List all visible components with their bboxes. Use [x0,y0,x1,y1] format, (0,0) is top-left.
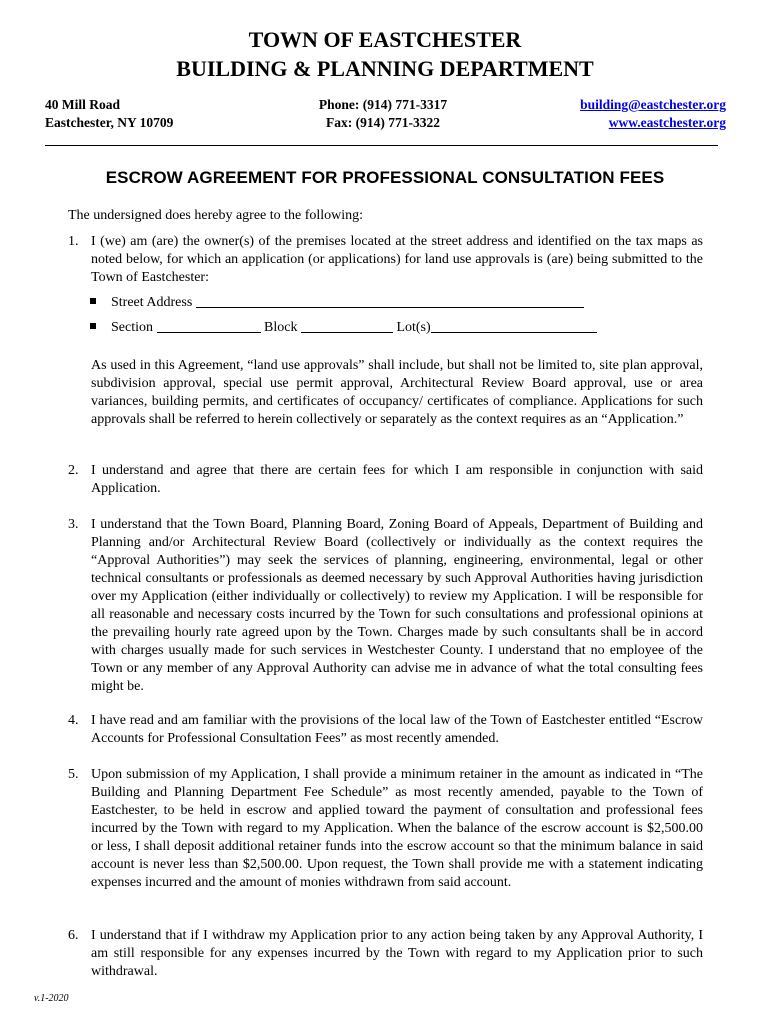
agreement-item-4 [68,712,703,748]
item-number: 6. [68,928,79,943]
email-link[interactable]: building@eastchester.org [580,97,726,112]
links-block [580,96,726,132]
town-title: TOWN OF EASTCHESTER [248,27,522,52]
item-number: 1. [68,234,79,249]
agreement-item-2 [68,462,703,498]
item-text: I understand that the Town Board, Planning Board, Zoning Board of Appeals, Department of Building and Planning and/or Architectural Review Board (collectively or individually as the context requires the “Approval Authorities”) may seek the services of planning, engineering, environmental, legal or other technical consultants or professionals as deemed necessary by such Approval Authorities having jurisdiction over my Application (either individually or collectively) to review my Application. I will be responsible for all reasonable and necessary costs incurred by the Town for such consultations and professional opinions at the prevailing hourly rate agreed upon by the Town. Charges made by such consultants shall be in accord with charges usually made for such services in Westchester County. I understand that no employee of the Town or any member of any Approval Authority can advise me in advance of what the total consulting fees might be. [91,517,703,694]
item-number: 2. [68,463,79,478]
phone-number: Phone: (914) 771-3317 [318,97,448,112]
intro-text: The undersigned does hereby agree to the following: [68,208,364,223]
definition-paragraph: As used in this Agreement, “land use approvals” shall include, but shall not be limited to, site plan approval, subdivision approval, special use permit approval, Architectural Review Board approval, use or area variances, building permits, and certificates of occupancy/ certificates of compliance. Applications for such approvals shall be referred to herein collectively or separately as the context requires as an “Application.” [91,358,703,427]
item-text: I understand that if I withdraw my Application prior to any action being taken by any Approval Authority, I am still responsible for any expenses incurred by the Town with regard to my Application prior to such withdrawal. [91,928,703,979]
item-text: I have read and am familiar with the provisions of the local law of the Town of Eastchester entitled “Escrow Accounts for Professional Consultation Fees” as most recently amended. [91,713,703,746]
block-label: Block [264,320,298,335]
header-divider [45,145,718,146]
item-text: I understand and agree that there are certain fees for which I am responsible in conjunction with said Application. [91,463,703,496]
section-blank[interactable] [157,319,261,333]
lots-blank[interactable] [431,319,597,333]
lots-label: Lot(s) [396,320,431,335]
document-title: ESCROW AGREEMENT FOR PROFESSIONAL CONSULTATION FEES [105,168,665,187]
address-block [45,96,173,132]
agreement-item-6 [68,927,703,981]
street-address-field [90,294,584,312]
item-number: 4. [68,713,79,728]
block-blank[interactable] [301,319,393,333]
bullet-square-icon [90,323,96,329]
phone-block [313,96,453,132]
item-number: 5. [68,767,79,782]
department-title: BUILDING & PLANNING DEPARTMENT [176,56,594,81]
website-link[interactable]: www.eastchester.org [608,115,726,130]
version-footer: v.1-2020 [34,993,69,1004]
bullet-square-icon [90,298,96,304]
item-text: I (we) am (are) the owner(s) of the premises located at the street address and identified on the tax maps as noted below, for which an application (or applications) for land use approvals is (are) being submitted to the Town of Eastchester: [91,234,703,285]
section-label: Section [111,320,153,335]
address-line1: 40 Mill Road [45,97,121,112]
agreement-item-3 [68,516,703,696]
street-address-label: Street Address [111,295,193,310]
street-address-blank[interactable] [196,294,584,308]
tax-map-fields [90,319,597,337]
agreement-item-5 [68,766,703,892]
fax-number: Fax: (914) 771-3322 [326,115,440,130]
agreement-item-1 [68,233,703,287]
item-text: Upon submission of my Application, I shall provide a minimum retainer in the amount as indicated in “The Building and Planning Department Fee Schedule” as most recently amended, payable to the Town of Eastchester, to be held in escrow and applied toward the payment of consultation and professional fees incurred by the Town with regard to my Application. When the balance of the escrow account is $2,500.00 or less, I shall deposit additional retainer funds into the escrow account so that the minimum balance in said account is never less than $2,500.00. Upon request, the Town shall provide me with a statement indicating expenses incurred and the amount of monies withdrawn from said account. [91,767,703,890]
item-number: 3. [68,517,79,532]
address-line2: Eastchester, NY 10709 [45,115,174,130]
